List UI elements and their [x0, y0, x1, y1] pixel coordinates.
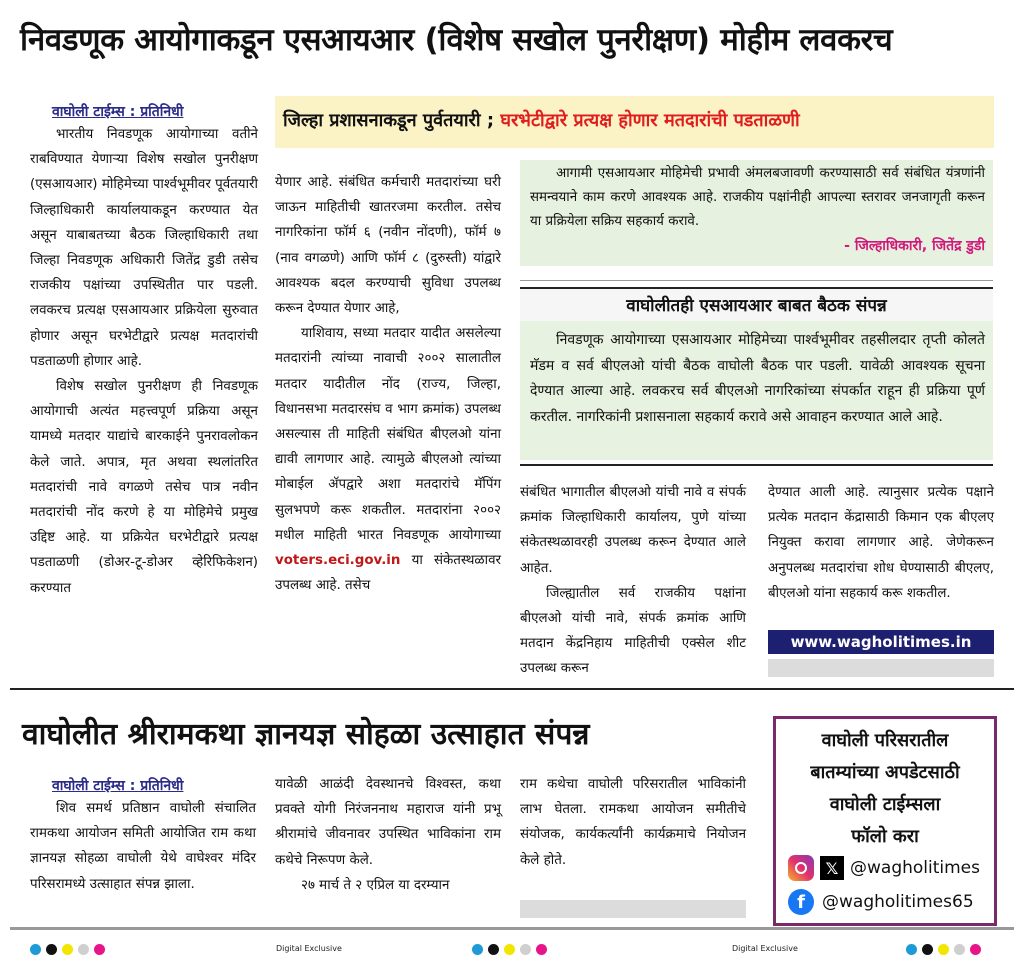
byline: वाघोली टाईम्स : प्रतिनिधी — [52, 778, 184, 794]
paragraph: जिल्ह्यातील सर्व राजकीय पक्षांना बीएलओ यांची नावे, संपर्क क्रमांक आणि मतदान केंद्रनिहाय माहितीची एक्सेल शीट उपलब्ध करून — [520, 585, 746, 677]
paragraph-text: याशिवाय, सध्या मतदार यादीत असलेल्या मतदारांनी त्यांच्या नावाची २००२ सालातील मतदार यादीतील नोंद (राज्य, जिल्हा, विधानसभा मतदारसंघ व भाग क्रमांक) उपलब्ध असल्यास ती माहिती संबंधित बीएलओ यांना द्यावी लागणार आहे. त्यामुळे बीएलओ त्यांच्या मोबाईल ॲपद्वारे अशा मतदारांचे मॅपिंग सुलभपणे करू शकतील. मतदारांना २००२ मधील माहिती भारत निवडणूक आयोगाच्या — [275, 326, 501, 543]
paragraph: देण्यात आली आहे. त्यानुसार प्रत्येक पक्षाने प्रत्येक मतदान केंद्रासाठी किमान एक बीएलए नियुक्त करावा लागणार आहे. जेणेकरून अनुपलब्ध मतदारांचा शोध घेण्यासाठी बीएलए, बीएलओ यांना सहकार्य करू शकतील. — [768, 485, 994, 601]
facebook-icon: f — [788, 889, 814, 915]
follow-line-2: बातम्यांच्या अपडेटसाठी — [810, 762, 960, 783]
story-column-2 — [275, 170, 501, 598]
voters-link[interactable]: voters.eci.gov.in — [275, 553, 401, 569]
social-row-facebook[interactable] — [788, 889, 974, 915]
story-column-3 — [520, 480, 746, 682]
footer-label: Digital Exclusive — [732, 944, 798, 953]
register-dot — [488, 944, 499, 955]
register-dot — [62, 944, 73, 955]
paragraph: २७ मार्च ते २ एप्रिल या दरम्यान — [301, 877, 450, 893]
paragraph-text: या संकेतस्थळावर उपलब्ध आहे. तसेच — [275, 553, 501, 594]
paragraph: भारतीय निवडणूक आयोगाच्या वतीने राबविण्यात येणाऱ्या विशेष सखोल पुनरीक्षण (एसआयआर) मोहिमेच्या पार्श्वभूमीवर पूर्वतयारी जिल्हाधिकारी कार्यालयाकडून करण्यात येत असून याबाबतच्या बैठक जिल्हाधिकारी तथा जिल्हा निवडणूक अधिकारी जितेंद्र डुडी तसेच राजकीय पक्षांच्या उपस्थितीत पार पडली. लवकरच प्रत्यक्ष एसआयआर प्रक्रियेला सुरुवात होणार असून घरभेटीद्वारे प्रत्यक्ष मतदारांची पडताळणी होणार आहे. — [30, 127, 258, 369]
register-dot — [922, 944, 933, 955]
paragraph: राम कथेचा वाघोली परिसरातील भाविकांनी लाभ घेतला. रामकथा आयोजन समीतीचे संयोजक, कार्यकर्त्यांनी कार्यक्रमाचे नियोजन केले होते. — [520, 777, 746, 868]
story-column-1 — [30, 122, 258, 601]
meeting-heading: वाघोलीतही एसआयआर बाबत बैठक संपन्न — [520, 287, 993, 323]
story2-column-3 — [520, 772, 746, 873]
paragraph: संबंधित भागातील बीएलओ यांची नावे व संपर्क क्रमांक जिल्हाधिकारी कार्यालय, पुणे यांच्या संकेतस्थळावरही उपलब्ध करून देण्यात आले आहेत. — [520, 485, 746, 576]
handle-primary: @wagholitimes — [850, 858, 980, 878]
register-dot — [906, 944, 917, 955]
register-dot — [472, 944, 483, 955]
subhead — [283, 108, 800, 132]
paragraph — [275, 321, 501, 598]
paragraph: येणार आहे. संबंधित कर्मचारी मतदारांच्या घरी जाऊन माहितीची खातरजमा करतील. तसेच नागरिकांना फॉर्म ६ (नवीन नोंदणी), फॉर्म ७ (नाव वगळणे) आणि फॉर्म ८ (दुरुस्ती) यांद्वारे आवश्यक बदल करण्याची सुविधा उपलब्ध करून देण्यात येणार आहे, — [275, 175, 501, 317]
meeting-content — [530, 328, 985, 430]
follow-line-4: फॉलो करा — [851, 826, 919, 847]
follow-line-3: वाघोली टाईम्सला — [829, 794, 941, 815]
register-dot — [30, 944, 41, 955]
byline: वाघोली टाईम्स : प्रतिनिधी — [52, 104, 184, 120]
paragraph: शिव समर्थ प्रतिष्ठान वाघोली संचालित रामकथा आयोजन समिती आयोजित राम कथा ज्ञानयज्ञ सोहळा वाघोली येथे वाघेश्वर मंदिर परिसरामध्ये उत्साहात संपन्न झाला. — [30, 801, 256, 892]
footer-rule — [10, 927, 1014, 930]
quote-content — [530, 162, 985, 255]
register-marks-right — [906, 940, 986, 959]
register-dot — [536, 944, 547, 955]
x-icon: 𝕏 — [820, 856, 844, 880]
register-dot — [938, 944, 949, 955]
second-headline: वाघोलीत श्रीरामकथा ज्ञानयज्ञ सोहळा उत्साहात संपन्न — [22, 717, 590, 752]
social-row-instagram-x[interactable] — [788, 855, 980, 881]
meeting-text: निवडणूक आयोगाच्या एसआयआर मोहिमेच्या पार्श्वभूमीवर तहसीलदार तृप्ती कोलते मॅडम व सर्व बीएलओ यांची बैठक वाघोली बैठक पार पडली. यावेळी आवश्यक सूचना देण्यात आल्या आहे. लवकरच सर्व बीएलओ नागरिकांच्या संपर्कात राहून ही प्रक्रिया पूर्ण करतील. नागरिकांनी प्रशासनाला सहकार्य करावे असे आवाहन करण्यात आले आहे. — [530, 332, 985, 425]
story-column-4 — [768, 480, 994, 606]
gray-bar — [768, 659, 994, 677]
quote-text: आगामी एसआयआर मोहिमेची प्रभावी अंमलबजावणी करण्यासाठी सर्व संबंधित यंत्रणांनी समन्वयाने काम करणे आवश्यक आहे. राजकीय पक्षांनीही आपल्या स्तरावर जनजागृती करून या प्रक्रियेला सक्रिय सहकार्य करावे. — [530, 166, 985, 229]
register-dot — [78, 944, 89, 955]
follow-line-1: वाघोली परिसरातील — [821, 730, 949, 751]
quote-signature: - जिल्हाधिकारी, जितेंद्र डुडी — [844, 238, 985, 254]
register-marks-center — [472, 940, 552, 959]
register-dot — [504, 944, 515, 955]
paragraph: विशेष सखोल पुनरीक्षण ही निवडणूक आयोगाची अत्यंत महत्त्वपूर्ण प्रक्रिया असून यामध्ये मतदार याद्यांचे बारकाईने पुनरावलोकन केले जाते. अपात्र, मृत अथवा स्थलांतरित मतदारांची नावे वगळणे तसेच पात्र नवीन मतदारांची नोंद करणे हे या मोहिमेचे प्रमुख उद्दिष्ट आहे. या प्रक्रियेत घरभेटीद्वारे प्रत्यक्ष पडताळणी (डोअर-टू-डोअर व्हेरिफिकेशन) करण्यात — [30, 379, 258, 596]
footer-label: Digital Exclusive — [276, 944, 342, 953]
story2-column-2 — [275, 772, 501, 898]
register-dot — [954, 944, 965, 955]
gray-bar — [520, 900, 746, 918]
divider — [520, 464, 993, 466]
section-divider — [10, 688, 1014, 690]
register-dot — [970, 944, 981, 955]
subhead-prefix: जिल्हा प्रशासनाकडून पुर्वतयारी ; — [283, 110, 495, 131]
paragraph: यावेळी आळंदी देवस्थानचे विश्वस्त, कथा प्रवक्ते योगी निरंजननाथ महाराज यांनी प्रभू श्रीरामांचे जीवनावर उपस्थित भाविकांना राम कथेचे निरूपण केले. — [275, 777, 501, 868]
register-dot — [46, 944, 57, 955]
divider — [520, 280, 993, 281]
register-dot — [520, 944, 531, 955]
instagram-icon — [788, 855, 814, 881]
main-headline: निवडणूक आयोगाकडून एसआयआर (विशेष सखोल पुनरीक्षण) मोहीम लवकरच — [20, 22, 893, 58]
story2-column-1 — [30, 796, 256, 897]
website-link[interactable]: www.wagholitimes.in — [768, 630, 994, 654]
register-marks-left — [30, 940, 110, 959]
follow-box — [773, 716, 997, 926]
register-dot — [94, 944, 105, 955]
handle-facebook: @wagholitimes65 — [822, 892, 974, 912]
subhead-highlight: घरभेटीद्वारे प्रत्यक्ष होणार मतदारांची पडताळणी — [500, 110, 800, 131]
